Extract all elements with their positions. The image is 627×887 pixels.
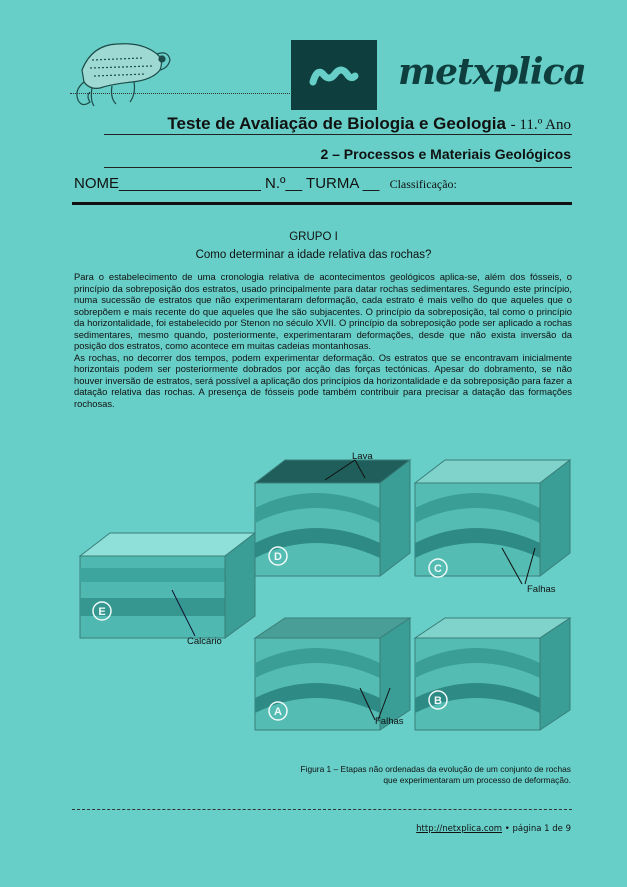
netxplica-logo-box bbox=[291, 40, 377, 110]
lava-label: Lava bbox=[352, 451, 373, 462]
group-title: GRUPO I bbox=[289, 231, 338, 243]
page-title bbox=[167, 114, 571, 134]
block-c bbox=[415, 460, 570, 595]
year-label: - 11.º Ano bbox=[510, 117, 571, 133]
site-link[interactable]: http://netxplica.com bbox=[416, 824, 503, 834]
block-a bbox=[255, 618, 410, 730]
block-e-letter: E bbox=[98, 606, 106, 618]
block-c-letter: C bbox=[434, 563, 442, 575]
block-a-letter: A bbox=[274, 706, 282, 718]
figure-caption bbox=[251, 764, 571, 786]
block-d bbox=[255, 451, 410, 576]
chameleon-logo-image bbox=[72, 30, 172, 112]
caption-line-1: Figura 1 – Etapas não ordenadas da evolução de um conjunto de rochas bbox=[300, 764, 571, 774]
calcario-label: Calcário bbox=[187, 636, 222, 647]
falhas-a-label: Falhas bbox=[375, 716, 404, 727]
intro-text bbox=[74, 271, 572, 409]
falhas-c-label: Falhas bbox=[527, 584, 556, 595]
student-form-fields[interactable]: NOME_________________ N.º__ TURMA __ bbox=[74, 175, 380, 192]
student-info-line bbox=[74, 175, 457, 192]
section-title: 2 – Processos e Materiais Geológicos bbox=[320, 146, 571, 162]
section-divider bbox=[104, 167, 572, 168]
test-title: Teste de Avaliação de Biologia e Geologia bbox=[167, 114, 506, 133]
page-footer bbox=[416, 824, 571, 834]
block-e bbox=[80, 533, 255, 647]
footer-divider bbox=[72, 809, 572, 810]
paragraph-2: As rochas, no decorrer dos tempos, podem experimentar deformação. Os estratos que se encontravam inicialmente horizontais podem ser posteriormente dobrados por acção das forças tectónicas. Apesar do dobramento, se não houver inversão de estratos, será possível a aplicação dos princípios da horizontalidade e da sobreposição para fazer a datação relativa das rochas. A presença de fósseis pode também contribuir para precisar a datação das formações rochosas. bbox=[74, 351, 572, 409]
header-dotted-divider bbox=[70, 93, 290, 94]
block-b bbox=[415, 618, 570, 730]
header-thick-divider bbox=[72, 202, 572, 205]
page-number: • página 1 de 9 bbox=[504, 824, 571, 834]
block-b-letter: B bbox=[434, 695, 442, 707]
classification-label: Classificação: bbox=[389, 177, 457, 191]
paragraph-1: Para o estabelecimento de uma cronologia relativa de acontecimentos geológicos aplica-se, além dos fósseis, o princípio da sobreposição dos estratos, usado principalmente para datar rochas sedimentares. Segundo este princípio, numa sucessão de estratos que não experimentaram deformação, cada estrato é mais velho do que aqueles que o sobrepõem e mais recente do que aqueles que lhe são subjacentes. O princípio da sobreposição, tal como o princípio da horizontalidade, foi estabelecido por Stenon no século XVII. O princípio da sobreposição pode ser aplicado a rochas sedimentares, mesmo quando, posteriormente, experimentaram deformações, desde que não exista inversão da posição dos estratos, como acontece em muitas cadeias montanhosas. bbox=[74, 271, 572, 351]
caption-line-2: que experimentaram um processo de deformação. bbox=[383, 775, 571, 785]
rock-deformation-figure bbox=[70, 448, 578, 748]
question-title: Como determinar a idade relativa das rochas? bbox=[195, 249, 432, 261]
block-d-letter: D bbox=[274, 551, 282, 563]
title-divider bbox=[104, 134, 572, 135]
brand-name: metxplica bbox=[398, 51, 586, 93]
